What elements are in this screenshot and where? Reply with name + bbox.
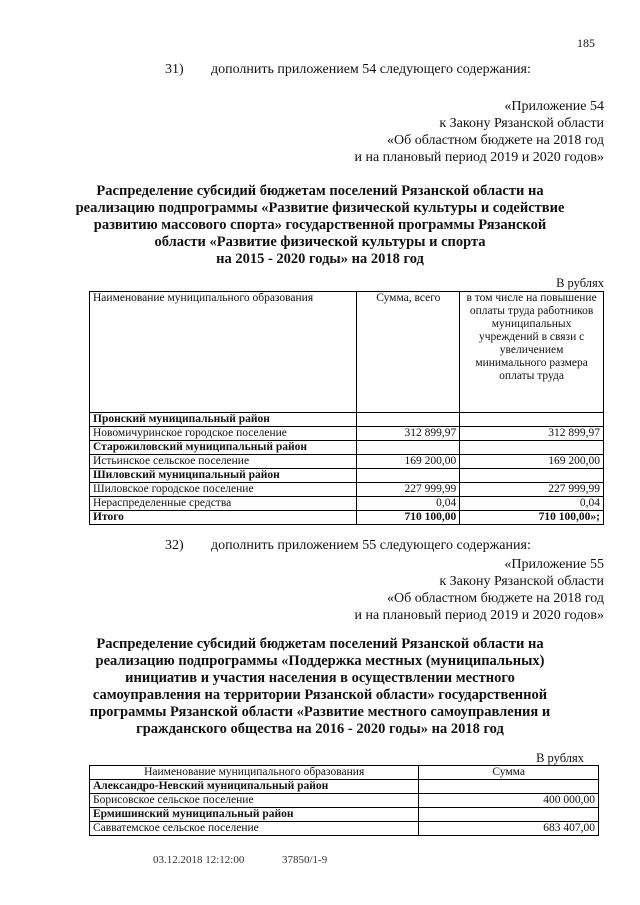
item-32-number: 32) xyxy=(165,538,184,553)
title-line: на 2015 - 2020 годы» на 2018 год xyxy=(216,251,424,267)
name-cell: Шиловское городское поселение xyxy=(90,483,357,497)
name-cell: Борисовское сельское поселение xyxy=(90,794,419,808)
title-line: Распределение субсидий бюджетам поселений Рязанской области на xyxy=(96,636,544,652)
title-line: программы Рязанской области «Развитие местного самоуправления и xyxy=(89,704,551,720)
name-cell: Новомичуринское городское поселение xyxy=(90,427,357,441)
incl-cell: 312 899,97 xyxy=(460,427,604,441)
table-row xyxy=(90,780,599,794)
incl-cell: 710 100,00»; xyxy=(460,511,604,525)
incl-cell xyxy=(460,413,604,427)
table-row xyxy=(90,822,599,836)
title-line: инициатив и участия населения в осуществлении местного xyxy=(125,670,515,686)
table-header-row xyxy=(90,292,604,413)
table-row xyxy=(90,794,599,808)
item-31-text: дополнить приложением 54 следующего содержания: xyxy=(211,62,531,77)
table-row xyxy=(90,455,604,469)
name-cell: Ермишинский муниципальный район xyxy=(90,808,419,822)
table-2-title xyxy=(70,636,570,738)
table-total-row xyxy=(90,511,604,525)
incl-cell: 169 200,00 xyxy=(460,455,604,469)
name-cell: Шиловский муниципальный район xyxy=(90,469,357,483)
appendix-line: «Приложение 54 xyxy=(504,99,604,114)
total-cell: 710 100,00 xyxy=(357,511,460,525)
appendix-line: к Закону Рязанской области xyxy=(439,574,604,589)
total-cell: 312 899,97 xyxy=(357,427,460,441)
name-cell: Истьинское сельское поселение xyxy=(90,455,357,469)
title-line: самоуправления на территории Рязанской области» государственной xyxy=(92,687,548,703)
name-cell: Старожиловский муниципальный район xyxy=(90,441,357,455)
appendix-54-header xyxy=(354,98,604,166)
appendix-line: и на плановый период 2019 и 2020 годов» xyxy=(354,608,604,623)
name-cell: Нераспределенные средства xyxy=(90,497,357,511)
header-cell: Сумма, всего xyxy=(357,292,460,413)
appendix-line: «Об областном бюджете на 2018 год xyxy=(387,591,604,606)
total-cell: 227 999,99 xyxy=(357,483,460,497)
footer-datetime: 03.12.2018 12:12:00 xyxy=(153,854,245,866)
sum-cell xyxy=(419,808,599,822)
table-row xyxy=(90,441,604,455)
name-cell: Савватемское сельское поселение xyxy=(90,822,419,836)
item-32 xyxy=(165,538,585,556)
table-row xyxy=(90,497,604,511)
title-line: реализацию подпрограммы «Развитие физической культуры и содействие xyxy=(75,200,565,216)
total-cell: 169 200,00 xyxy=(357,455,460,469)
name-cell: Пронский муниципальный район xyxy=(90,413,357,427)
title-line: Распределение субсидий бюджетам поселений Рязанской области на xyxy=(96,183,544,199)
table-row xyxy=(90,413,604,427)
appendix-line: «Приложение 55 xyxy=(504,557,604,572)
sum-cell: 400 000,00 xyxy=(419,794,599,808)
title-line: развитию массового спорта» государственной программы Рязанской xyxy=(93,217,547,233)
subsidy-table-2 xyxy=(89,765,599,836)
appendix-line: «Об областном бюджете на 2018 год xyxy=(387,133,604,148)
footer-code: 37850/1-9 xyxy=(282,854,328,866)
name-cell: Итого xyxy=(90,511,357,525)
subsidy-table-1 xyxy=(89,291,604,525)
total-cell xyxy=(357,469,460,483)
table-row xyxy=(90,427,604,441)
item-32-text: дополнить приложением 55 следующего содержания: xyxy=(211,538,531,553)
table-row xyxy=(90,483,604,497)
item-31 xyxy=(165,62,585,80)
incl-cell: 227 999,99 xyxy=(460,483,604,497)
header-cell: Наименование муниципального образования xyxy=(90,292,357,413)
header-cell: Сумма xyxy=(419,766,599,780)
sum-cell xyxy=(419,780,599,794)
table-row xyxy=(90,469,604,483)
title-line: гражданского общества на 2016 - 2020 годы» на 2018 год xyxy=(136,721,504,737)
header-cell: Наименование муниципального образования xyxy=(90,766,419,780)
appendix-line: и на плановый период 2019 и 2020 годов» xyxy=(354,150,604,165)
total-cell xyxy=(357,441,460,455)
table-row xyxy=(90,808,599,822)
unit-label-1: В рублях xyxy=(556,276,604,290)
title-line: области «Развитие физической культуры и спорта xyxy=(154,234,486,250)
incl-cell: 0,04 xyxy=(460,497,604,511)
unit-label-2: В рублях xyxy=(536,751,584,765)
table-header-row xyxy=(90,766,599,780)
title-line: реализацию подпрограммы «Поддержка местных (муниципальных) xyxy=(95,653,545,669)
appendix-55-header xyxy=(354,556,604,624)
incl-cell xyxy=(460,469,604,483)
total-cell: 0,04 xyxy=(357,497,460,511)
appendix-line: к Закону Рязанской области xyxy=(439,116,604,131)
item-31-number: 31) xyxy=(165,62,184,77)
incl-cell xyxy=(460,441,604,455)
page-number: 185 xyxy=(577,36,595,50)
sum-cell: 683 407,00 xyxy=(419,822,599,836)
total-cell xyxy=(357,413,460,427)
header-cell: в том числе на повышение оплаты труда работников муниципальных учреждений в связи с увеличением минимального размера оплаты труда xyxy=(460,292,604,413)
name-cell: Александро-Невский муниципальный район xyxy=(90,780,419,794)
table-1-title xyxy=(70,183,570,268)
